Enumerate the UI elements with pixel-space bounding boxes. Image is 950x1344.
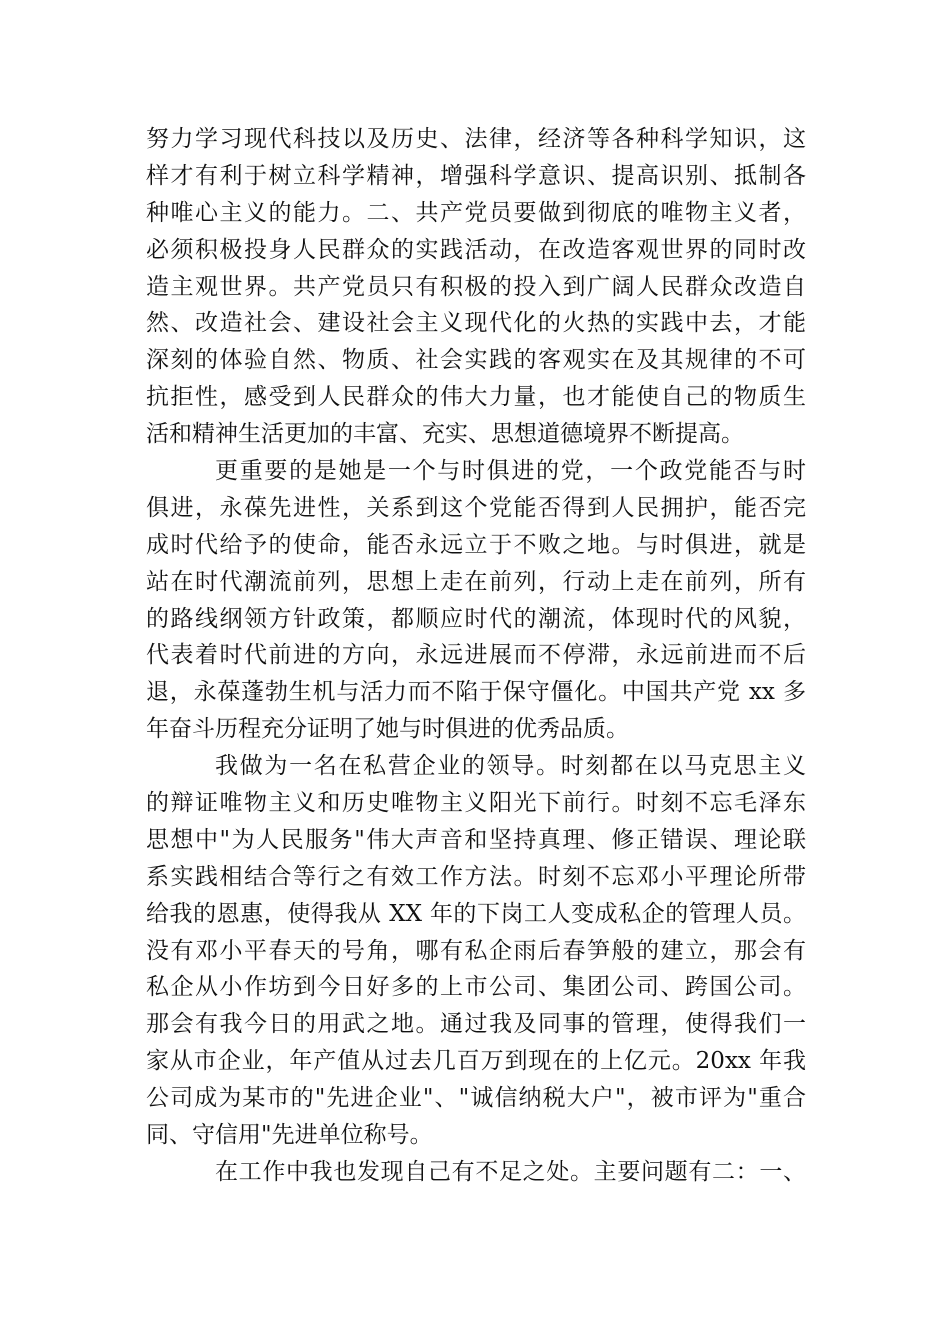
text-line: 同、守信用"先进单位称号。 [146, 1122, 433, 1149]
text-line: 更重要的是她是一个与时俱进的党，一个政党能否与时 [215, 458, 806, 485]
text-line: 代表着时代前进的方向，永远进展而不停滞，永远前进而不后 [146, 642, 806, 669]
text-line: 系实践相结合等行之有效工作方法。时刻不忘邓小平理论所带 [146, 863, 806, 890]
text-line: 退，永葆蓬勃生机与活力而不陷于保守僵化。中国共产党 xx 多 [146, 679, 806, 706]
text-line: 努力学习现代科技以及历史、法律，经济等各种科学知识，这 [146, 126, 806, 152]
text-line: 没有邓小平春天的号角，哪有私企雨后春笋般的建立，那会有 [146, 937, 806, 964]
text-line: 我做为一名在私营企业的领导。时刻都在以马克思主义 [215, 753, 806, 780]
body-text [146, 121, 806, 1191]
text-line: 的辩证唯物主义和历史唯物主义阳光下前行。时刻不忘毛泽东 [146, 790, 806, 817]
text-line: 深刻的体验自然、物质、社会实践的客观实在及其规律的不可 [146, 347, 806, 374]
text-line: 私企从小作坊到今日好多的上市公司、集团公司、跨国公司。 [146, 974, 806, 1001]
text-line: 站在时代潮流前列，思想上走在前列，行动上走在前列，所有 [146, 568, 806, 595]
text-line: 的路线纲领方针政策，都顺应时代的潮流，体现时代的风貌， [146, 605, 806, 632]
text-line: 造主观世界。共产党员只有积极的投入到广阔人民群众改造自 [146, 273, 806, 300]
text-line: 俱进，永葆先进性，关系到这个党能否得到人民拥护，能否完 [146, 494, 806, 521]
text-line: 然、改造社会、建设社会主义现代化的火热的实践中去，才能 [146, 310, 806, 337]
text-line: 抗拒性，感受到人民群众的伟大力量，也才能使自己的物质生 [146, 384, 806, 411]
text-line: 公司成为某市的"先进企业"、"诚信纳税大户"，被市评为"重合 [146, 1085, 806, 1112]
text-line: 样才有利于树立科学精神，增强科学意识、提高识别、抵制各 [146, 162, 806, 189]
text-line: 那会有我今日的用武之地。通过我及同事的管理，使得我们一 [146, 1011, 806, 1038]
text-line: 思想中"为人民服务"伟大声音和坚持真理、修正错误、理论联 [146, 826, 806, 853]
text-line: 必须积极投身人民群众的实践活动，在改造客观世界的同时改 [146, 236, 806, 263]
text-line: 种唯心主义的能力。二、共产党员要做到彻底的唯物主义者， [146, 199, 806, 226]
text-line: 家从市企业，年产值从过去几百万到现在的上亿元。20xx 年我 [146, 1048, 806, 1075]
text-line: 活和精神生活更加的丰富、充实、思想道德境界不断提高。 [146, 421, 744, 448]
text-line: 给我的恩惠，使得我从 XX 年的下岗工人变成私企的管理人员。 [146, 900, 806, 927]
text-line: 在工作中我也发现自己有不足之处。主要问题有二：一、 [215, 1158, 806, 1185]
text-line: 年奋斗历程充分证明了她与时俱进的优秀品质。 [146, 716, 629, 743]
text-line: 成时代给予的使命，能否永远立于不败之地。与时俱进，就是 [146, 531, 806, 558]
